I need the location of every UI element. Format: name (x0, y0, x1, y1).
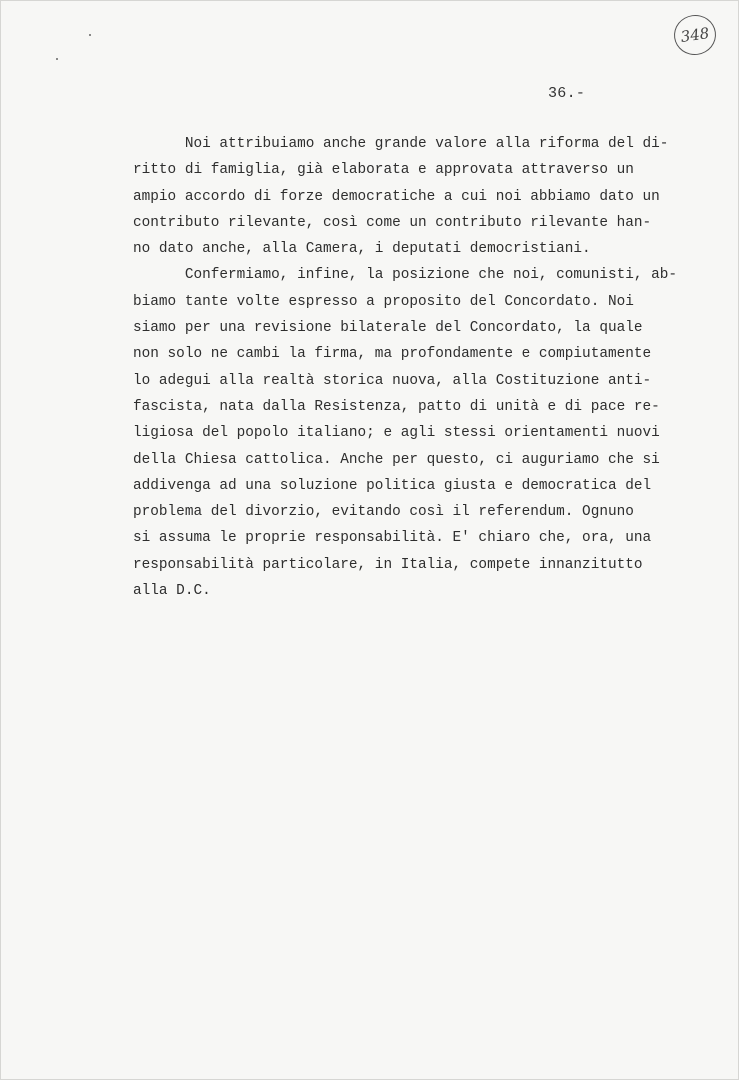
text-line: contributo rilevante, così come un contributo rilevante han- (133, 214, 652, 231)
scan-speck (56, 58, 58, 60)
text-line: si assuma le proprie responsabilità. E' chiaro che, ora, una (133, 530, 652, 547)
text-line: biamo tante volte espresso a proposito del Concordato. Noi (133, 293, 634, 310)
typewritten-body (133, 131, 693, 604)
text-line: problema del divorzio, evitando così il referendum. Ognuno (133, 504, 634, 521)
text-line: alla D.C. (133, 583, 211, 600)
text-line: lo adegui alla realtà storica nuova, alla Costituzione anti- (133, 372, 652, 389)
page-number: 36.- (548, 85, 586, 102)
scan-speck (89, 34, 91, 36)
text-line: siamo per una revisione bilaterale del Concordato, la quale (133, 320, 643, 337)
text-line: non solo ne cambi la firma, ma profondamente e compiutamente (133, 346, 652, 363)
text-line: ampio accordo di forze democratiche a cui noi abbiamo dato un (133, 188, 660, 205)
text-line: no dato anche, alla Camera, i deputati democristiani. (133, 241, 591, 258)
text-line: fascista, nata dalla Resistenza, patto di unità e di pace re- (133, 398, 660, 415)
text-line: Confermiamo, infine, la posizione che noi, comunisti, ab- (133, 267, 678, 284)
archive-number-stamp: 348 (671, 12, 718, 57)
text-line: addivenga ad una soluzione politica giusta e democratica del (133, 477, 652, 494)
text-line: Noi attribuiamo anche grande valore alla riforma del di- (133, 136, 669, 152)
text-line: ritto di famiglia, già elaborata e approvata attraverso un (133, 162, 634, 179)
text-line: ligiosa del popolo italiano; e agli stessi orientamenti nuovi (133, 425, 660, 442)
text-line: responsabilità particolare, in Italia, compete innanzitutto (133, 556, 643, 573)
text-line: della Chiesa cattolica. Anche per questo, ci auguriamo che si (133, 451, 660, 468)
